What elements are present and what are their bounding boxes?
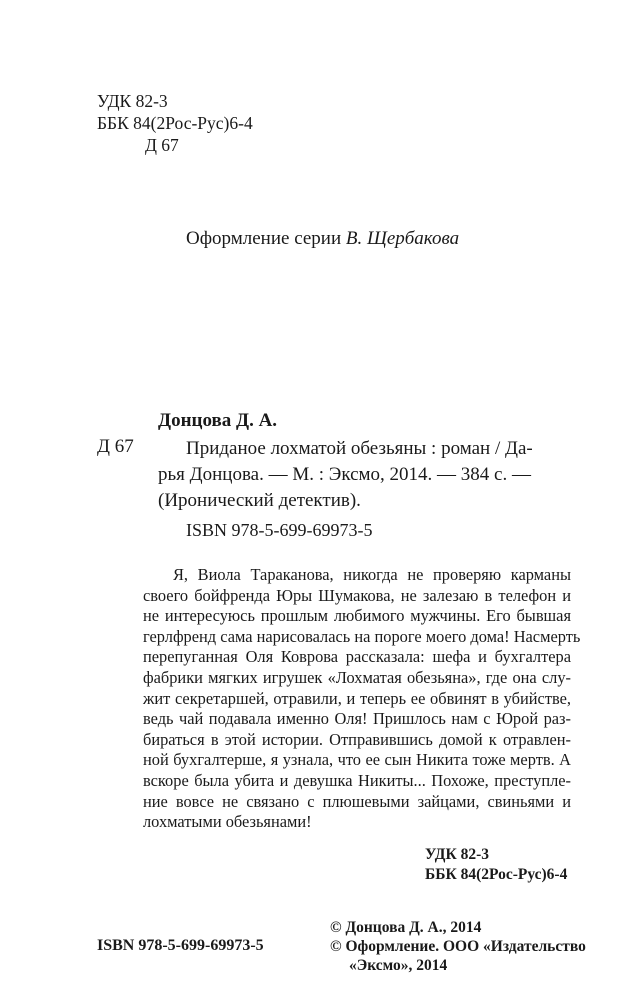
copyright-publisher: «Эксмо», 2014 <box>349 957 448 974</box>
annotation-line: фабрики мягких игрушек «Лохматая обезьяна», где она слу- <box>143 667 571 687</box>
copyright-author: © Донцова Д. А., 2014 <box>330 919 482 936</box>
catalog-author: Донцова Д. А. <box>158 410 278 431</box>
series-design-line <box>186 228 459 250</box>
annotation-line: своего бойфренда Юры Шумакова, не залезаю в телефон и <box>143 585 571 605</box>
bbk-code-bottom: ББК 84(2Рос-Рус)6-4 <box>425 866 568 883</box>
annotation-line: бираться в этой истории. Отправившись домой к отравлен- <box>143 729 571 749</box>
annotation-line: вскоре была убита и девушка Никиты... Похоже, преступле- <box>143 770 571 790</box>
annotation-line: перепуганная Оля Коврова рассказала: шефа и бухгалтера <box>143 647 571 667</box>
annotation-line: лохматыми обезьянами! <box>143 812 312 832</box>
author-mark-top: Д 67 <box>145 135 179 155</box>
catalog-description-line-2: рья Донцова. — М. : Эксмо, 2014. — 384 с. — <box>158 464 531 485</box>
copyright-design: © Оформление. ООО «Издательство <box>330 938 586 955</box>
series-designer-name: В. Щербакова <box>345 228 460 249</box>
annotation-line: герлфренд сама нарисовалась на пороге моего дома! Насмерть <box>143 626 581 646</box>
annotation-line: ведь чай подавала именно Оля! Пришлось нам с Юрой раз- <box>143 709 571 729</box>
catalog-isbn: ISBN 978-5-699-69973-5 <box>186 520 373 540</box>
udk-code-top: УДК 82-3 <box>97 91 168 111</box>
udk-code-bottom: УДК 82-3 <box>425 846 489 863</box>
annotation-line: ние вовсе не связано с плюшевыми зайцами, свиньями и <box>143 791 571 811</box>
isbn-bottom: ISBN 978-5-699-69973-5 <box>97 937 264 954</box>
annotation-line: ной бухгалтерше, я узнала, что ее сын Никита тоже мертв. А <box>143 750 571 770</box>
book-annotation <box>143 565 581 833</box>
bbk-code-top: ББК 84(2Рос-Рус)6-4 <box>97 113 253 133</box>
catalog-description-line-1: Приданое лохматой обезьяны : роман / Да- <box>186 438 533 459</box>
series-design-label: Оформление серии <box>186 228 342 249</box>
catalog-author-mark: Д 67 <box>97 436 134 457</box>
annotation-line: Я, Виола Тараканова, никогда не проверяю карманы <box>173 565 571 584</box>
annotation-line: жит секретаршей, отравили, и теперь ее обвинят в убийстве, <box>143 688 571 708</box>
annotation-line: не интересуюсь прошлым любимого мужчины. Его бывшая <box>143 606 571 626</box>
catalog-description-line-3: (Иронический детектив). <box>158 490 361 511</box>
